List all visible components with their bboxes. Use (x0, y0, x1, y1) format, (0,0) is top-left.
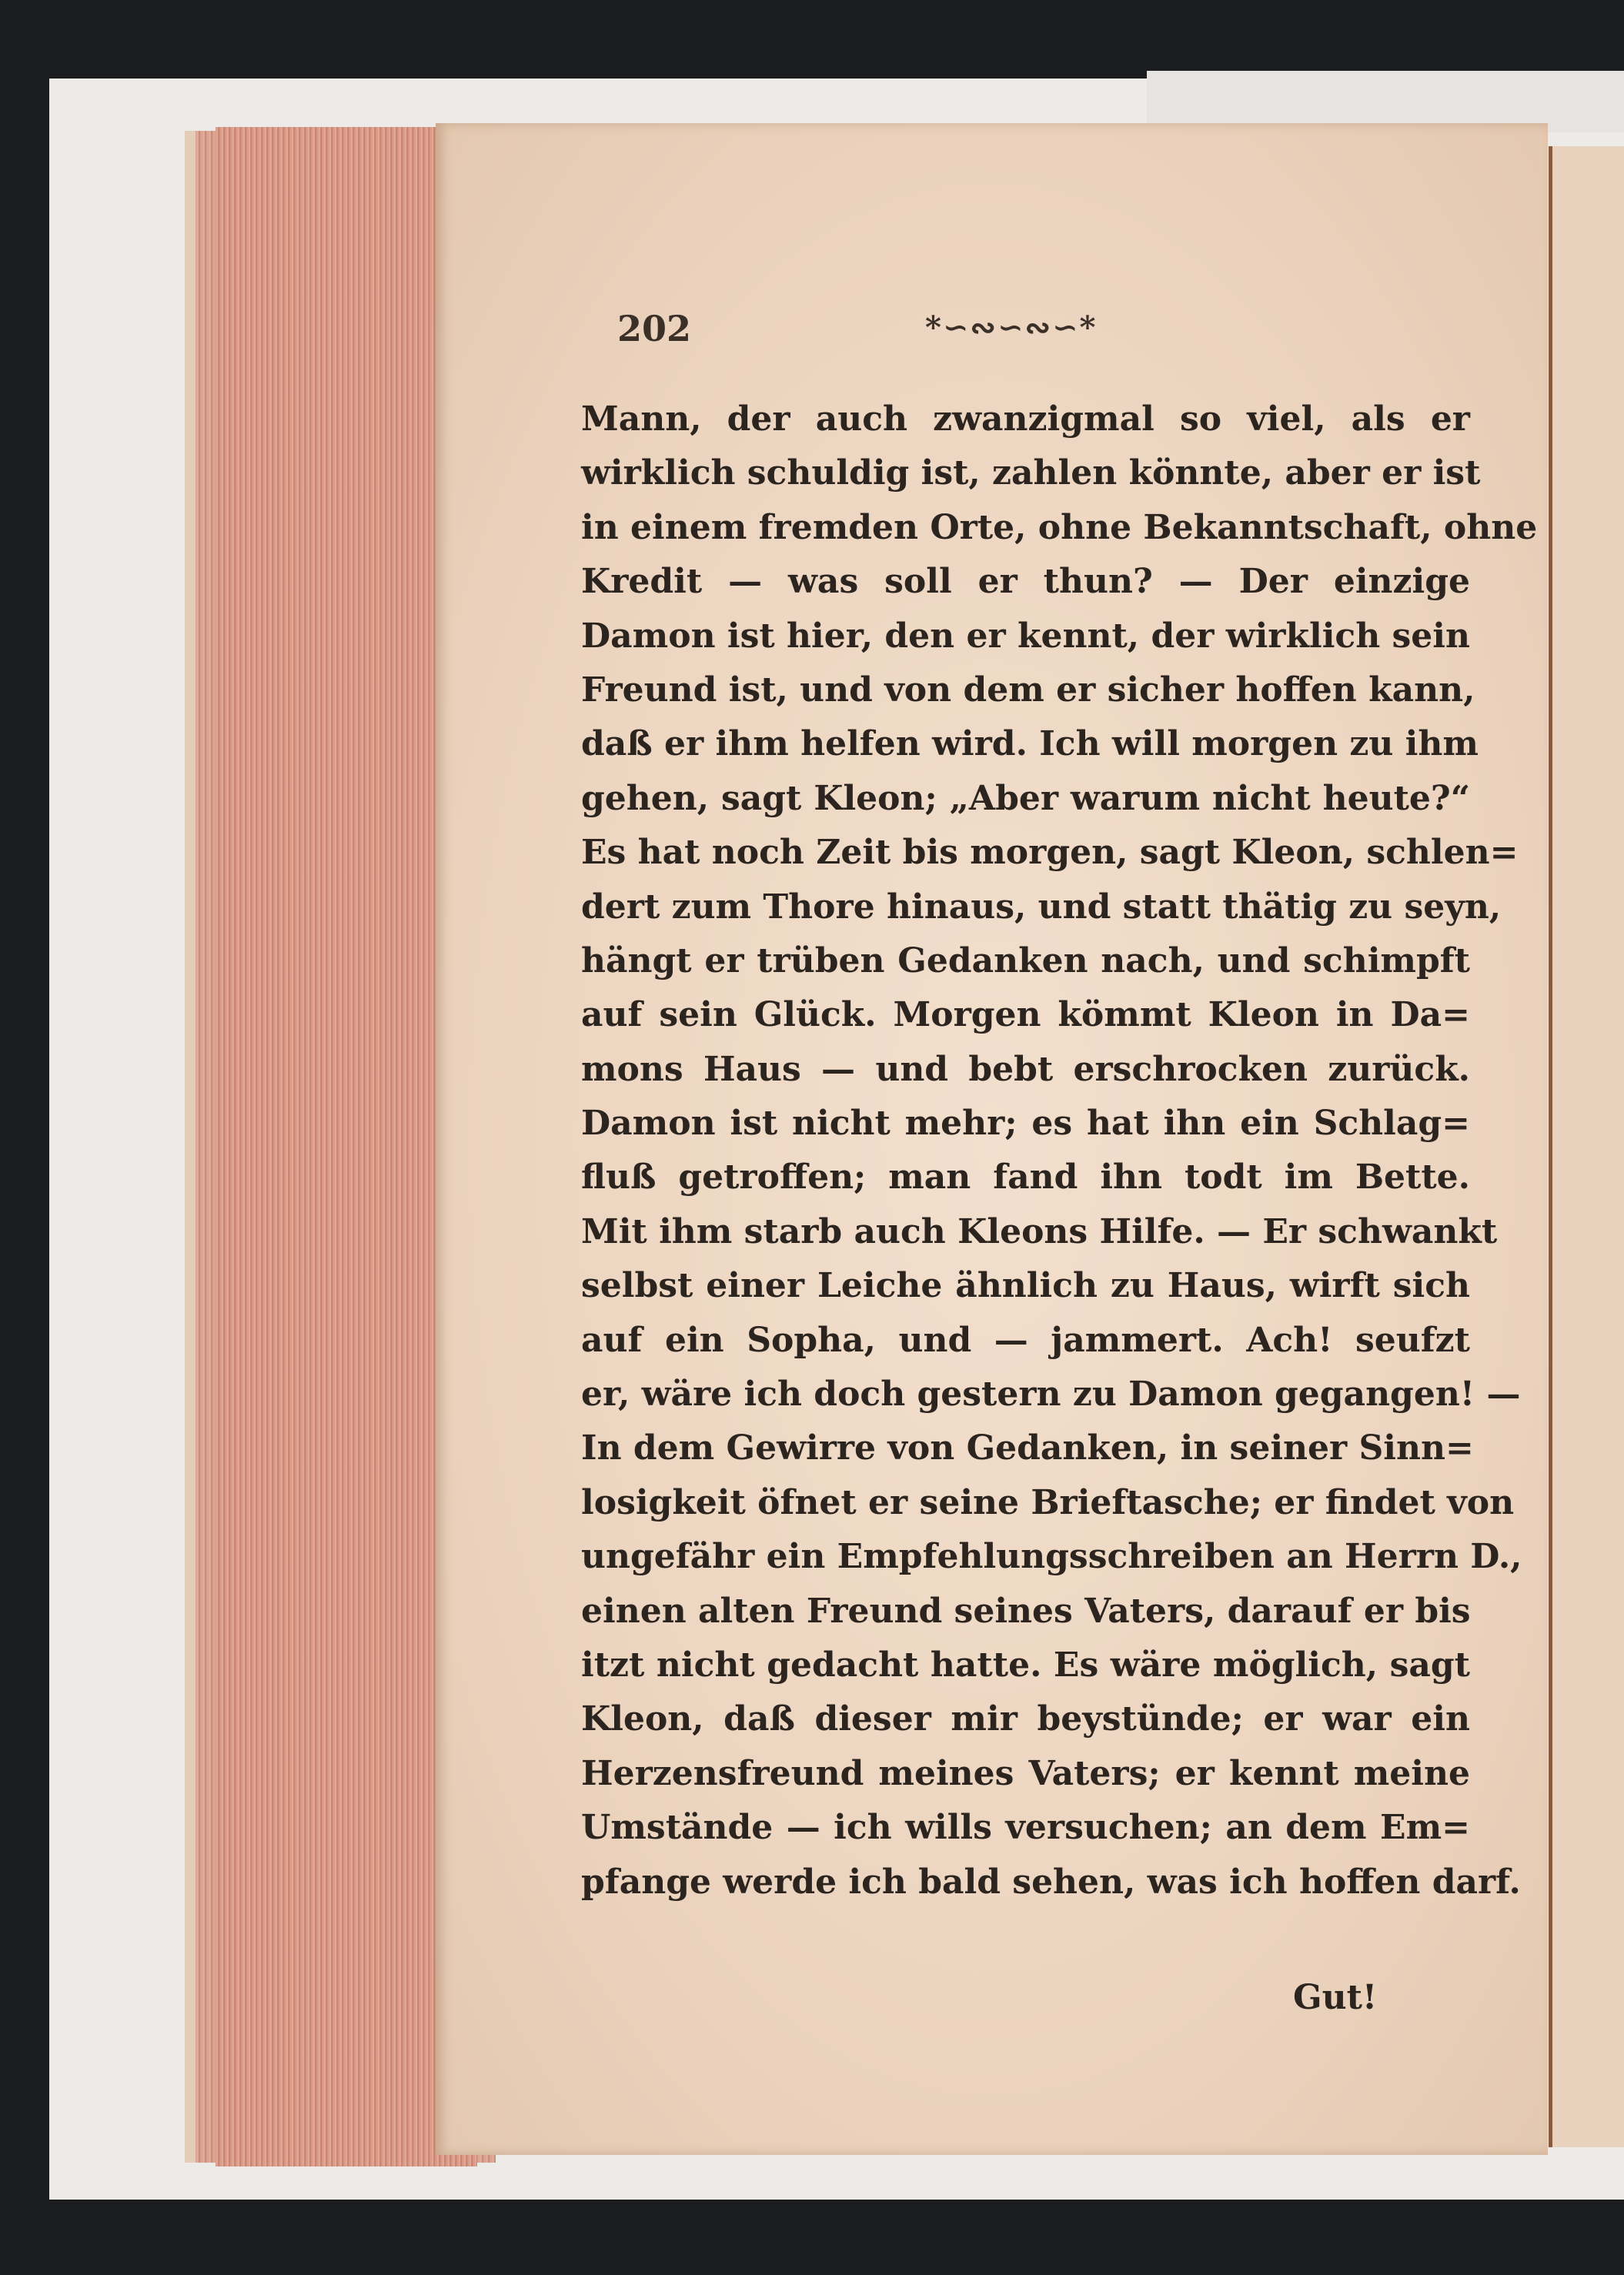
text-line: Freund ist, und von dem er sicher hoffen kann, (581, 670, 1475, 710)
text-line: selbst einer Leiche ähnlich zu Haus, wirft sich (581, 1266, 1470, 1306)
text-line: hängt er trüben Gedanken nach, und schimpft (581, 940, 1470, 980)
text-line: er, wäre ich doch gestern zu Damon gegangen! — (581, 1375, 1521, 1415)
text-line: in einem fremden Orte, ohne Bekanntschaft, ohne (581, 507, 1538, 547)
text-line: einen alten Freund seines Vaters, darauf er bis (581, 1591, 1471, 1631)
text-line: wirklich schuldig ist, zahlen könnte, aber er ist (581, 453, 1481, 493)
text-line: Umstände — ich wills versuchen; an dem Em= (581, 1808, 1470, 1848)
body-text (581, 393, 1538, 1909)
text-line: Damon ist hier, den er kennt, der wirklich sein (581, 616, 1470, 656)
text-line: dert zum Thore hinaus, und statt thätig zu seyn, (581, 887, 1502, 927)
text-line: gehen, sagt Kleon; „Aber warum nicht heute?“ (581, 778, 1470, 818)
text-line: In dem Gewirre von Gedanken, in seiner Sinn= (581, 1428, 1474, 1468)
text-line: Es hat noch Zeit bis morgen, sagt Kleon, schlen= (581, 833, 1519, 873)
text-line: Herzensfreund meines Vaters; er kennt meine (581, 1753, 1470, 1793)
facing-page-edge (1549, 146, 1624, 2147)
running-header (617, 308, 1464, 354)
text-line: losigkeit öfnet er seine Brieftasche; er findet von (581, 1482, 1515, 1522)
text-line: Mit ihm starb auch Kleons Hilfe. — Er schwankt (581, 1211, 1498, 1251)
catchword: Gut! (1293, 1978, 1378, 2017)
text-line: itzt nicht gedacht hatte. Es wäre möglich, sagt (581, 1645, 1470, 1685)
text-line: daß er ihm helfen wird. Ich will morgen zu ihm (581, 724, 1479, 764)
text-line: fluß getroffen; man fand ihn todt im Bette. (581, 1158, 1470, 1198)
text-line: ungefähr ein Empfehlungsschreiben an Herrn D., (581, 1537, 1522, 1577)
page-number: 202 (617, 308, 692, 349)
text-line: Kredit — was soll er thun? — Der einzige (581, 562, 1470, 602)
text-line: Kleon, daß dieser mir beystünde; er war ein (581, 1699, 1470, 1739)
text-line: pfange werde ich bald sehen, was ich hoffen darf. (581, 1862, 1521, 1902)
text-line: auf ein Sopha, und — jammert. Ach! seufzt (581, 1320, 1470, 1360)
text-line: auf sein Glück. Morgen kömmt Kleon in Da= (581, 995, 1470, 1035)
header-ornament: *∽∾∽∾∽* (925, 309, 1098, 346)
text-line: Damon ist nicht mehr; es hat ihn ein Schlag= (581, 1104, 1470, 1144)
text-line: mons Haus — und bebt erschrocken zurück. (581, 1049, 1470, 1089)
text-line: Mann, der auch zwanzigmal so viel, als er (581, 399, 1470, 439)
